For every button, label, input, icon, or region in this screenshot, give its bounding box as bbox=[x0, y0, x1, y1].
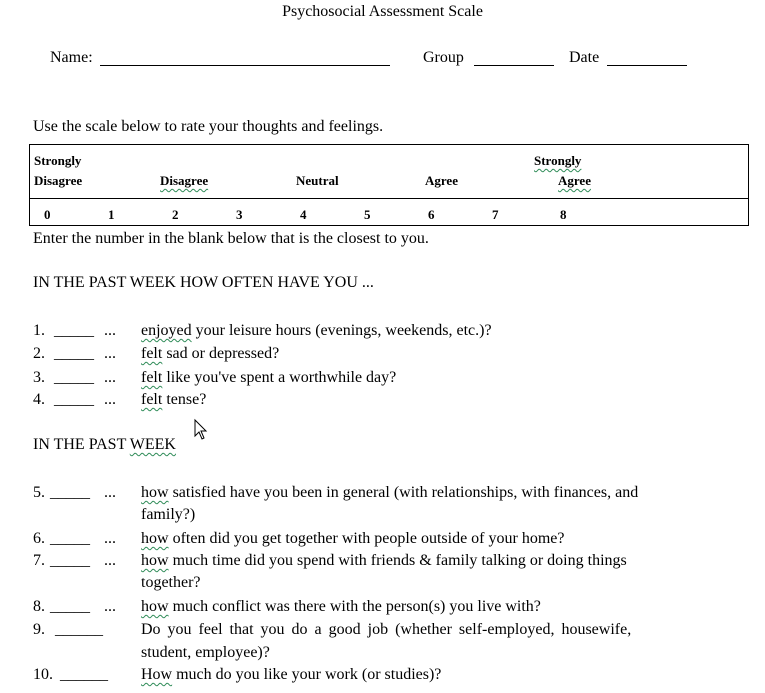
section-heading-past-week: IN THE PAST WEEK bbox=[33, 436, 176, 453]
answer-blank[interactable]: ______ bbox=[55, 621, 103, 638]
scale-number: 0 bbox=[44, 207, 51, 222]
answer-blank[interactable]: _____ bbox=[50, 530, 90, 547]
answer-blank[interactable]: _____ bbox=[54, 369, 94, 386]
scale-label-strongly-agree: Strongly Agree bbox=[534, 153, 591, 188]
answer-blank[interactable]: _____ bbox=[50, 598, 90, 615]
name-field[interactable] bbox=[100, 50, 390, 66]
name-label: Name: bbox=[50, 49, 93, 66]
mouse-pointer-icon bbox=[193, 418, 209, 442]
page-title: Psychosocial Assessment Scale bbox=[282, 3, 483, 20]
scale-divider bbox=[30, 198, 748, 199]
scale-number: 4 bbox=[300, 207, 307, 222]
scale-number: 8 bbox=[560, 207, 567, 222]
scale-number: 3 bbox=[236, 207, 243, 222]
date-field[interactable] bbox=[607, 50, 687, 66]
answer-blank[interactable]: ______ bbox=[60, 666, 108, 683]
scale-number: 2 bbox=[172, 207, 179, 222]
group-field[interactable] bbox=[474, 50, 554, 66]
scale-number: 5 bbox=[364, 207, 371, 222]
section-heading-past-week-how-often: IN THE PAST WEEK HOW OFTEN HAVE YOU ... bbox=[33, 274, 374, 291]
scale-number: 1 bbox=[108, 207, 115, 222]
answer-blank[interactable]: _____ bbox=[50, 552, 90, 569]
rating-scale bbox=[29, 144, 749, 226]
answer-blank[interactable]: _____ bbox=[54, 391, 94, 408]
scale-instruction: Use the scale below to rate your thoughts and feelings. bbox=[33, 118, 384, 135]
enter-instruction: Enter the number in the blank below that is the closest to you. bbox=[33, 230, 429, 247]
scale-label-strongly-disagree: Strongly Disagree bbox=[34, 153, 83, 188]
scale-label-disagree: Disagree bbox=[160, 173, 209, 188]
group-label: Group bbox=[423, 49, 464, 66]
scale-label-agree: Agree bbox=[425, 173, 458, 188]
answer-blank[interactable]: _____ bbox=[54, 322, 94, 339]
date-label: Date bbox=[569, 49, 600, 66]
scale-number: 6 bbox=[428, 207, 435, 222]
answer-blank[interactable]: _____ bbox=[50, 484, 90, 501]
scale-number: 7 bbox=[492, 207, 499, 222]
scale-label-neutral: Neutral bbox=[296, 173, 339, 188]
answer-blank[interactable]: _____ bbox=[54, 345, 94, 362]
